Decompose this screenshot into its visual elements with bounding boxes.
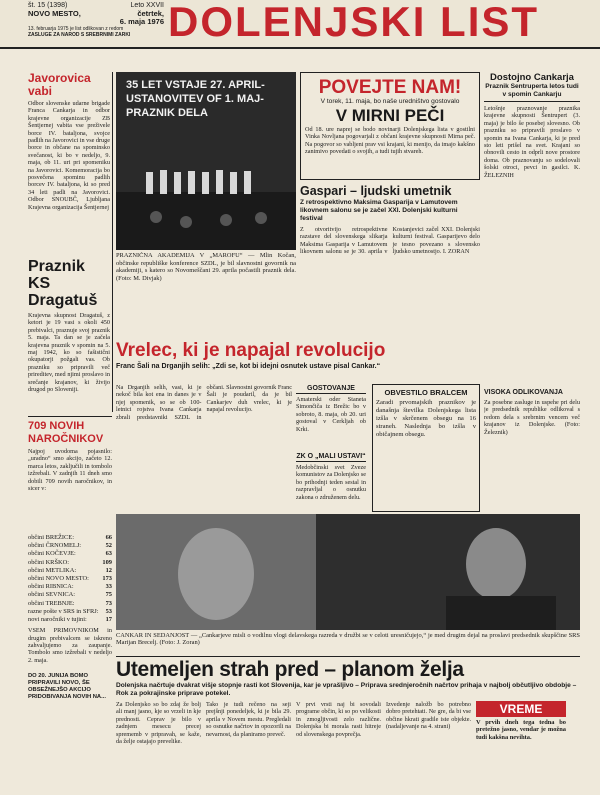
photo-banner: 35 LET VSTAJE 27. APRIL-USTANOVITEV OF 1. MAJ-PRAZNIK DELA — [126, 79, 265, 119]
narocniki-row-value: 63 — [105, 550, 112, 558]
header-rule — [0, 47, 600, 49]
narocniki-footer: DO 20. JUNIJA BOMO PRIPRAVILI NOVO, ŠE OBSEŽNEJŠO AKCIJO PRIDOBIVANJA NOVIH NA... — [28, 673, 106, 701]
utemeljen-col1: Za Dolenjsko so bo zdaj že bolj ali manj jasno, kje so vrzeli in kje prednosti. Ceprav je bilo v zadnjem mesecu precej sprememb v pripravah, se kaže, da želje ostajajo prevelike. — [116, 701, 201, 746]
narocniki-row — [28, 616, 112, 624]
cankar-subtitle: Praznik Sentruperta letos tudi v spomin Cankarju — [484, 83, 580, 102]
narocniki-list — [28, 534, 112, 624]
javorovica-text: Odbor slovenske udarne brigade Franca Cankarja in odbor krajevne organizacije ZB Šentjernej vabita vse preživele borce IV. bataljona, svojce padlih na Javorovici in vse druge borce in občane na spominsko svečanost, ki bo v nedeljo, 9. maja, ob 11. uri pri spomeniku na Javorovici. Komemoracija bo posvečena spominu padlih borcev IV. bataljona, ki so pred 34 leti padli na Javorovici. Odbor SNOUBČ, Ljubljana Krajevna organizacija Šentjernej — [28, 100, 110, 211]
vreme-box — [476, 701, 566, 781]
narocniki-row — [28, 575, 112, 583]
povejte-headline: POVEJTE NAM! — [318, 77, 462, 98]
narocniki-row-value: 53 — [105, 607, 112, 615]
ustava-title: ZK O „MALI USTAVI“ — [296, 453, 366, 460]
narocniki-row-value: 66 — [105, 534, 112, 541]
narocniki-row-label: občini NOVO MESTO: — [28, 575, 89, 583]
left-column — [28, 72, 110, 412]
gostovanje-text: Amaterski oder Staneta Simončiča iz Brežic bo v sobroto, 8. maja, ob 20. uri gostoval v Cerkljah ob Krki. — [296, 396, 366, 433]
utemeljen-col3: V prvi vrsti naj bi sovodali programe občin, ki so po velikosti in zmogljivosti zelo različne. Dolenjska bi morala rasti hitreje od slovenskega povprečja. — [296, 701, 381, 738]
section-rule — [28, 416, 112, 417]
utemeljen-col4: Izvedenje naložb bo potrebno dobro pretehtati. Ne gre, da bi vse občine hkrati gradile iste objekte. (nadaljevanje na 4. strani) — [386, 701, 471, 731]
povejte-text: Od 18. ure naprej se bodo novinarji Dolenjskega lista v gostilni Vinka Novljana pogovarjali z občani krajevne skupnosti Mirna peč. Na pogovor so vabljeni prav vsi krajani, ki menijo, da imajo kakšno zanimivo povedati o svojih, a tudi tujih stvareh. — [305, 126, 475, 156]
narocniki-row-label: razne pošte v SRS in SFRJ: — [28, 607, 99, 615]
issue-date: 6. maja 1976 — [119, 17, 164, 26]
narocniki-row-label: občini KRŠKO: — [28, 558, 70, 566]
gostovanje-title: GOSTOVANJE — [296, 384, 366, 394]
town: NOVO MESTO, — [28, 9, 81, 18]
narocniki-text: Najpoj uvodoma pojasnilo: „uradno“ smo akcijo, začeto 12. marca letos, zaključili in tombolo izžrebali. V zadnjih 11 dneh smo dobili 709 novih naročnikov, in sicer v: — [28, 448, 112, 493]
dragatus-text: Krajevna skupnost Dragatuš, z ketori je 19 vasi s okoli 450 prebivalci, praznuje svoj praznik 5. maja. Ta dan se je začela krajevna praznik v spomin na 5. maj 1942, ko so fašistični okupatorji požgali vas. Ob prazniku so pripravili več prireditev, med njimi proslavo in srečanje krajanov, ki živijo drugod po Sloveniji. — [28, 312, 110, 394]
vrelec-lead: Franc Šali na Drganjih selih: „Zdi se, kot bi idejni osnutek ustave pisal Cankar.“ — [116, 363, 381, 370]
narocniki-row — [28, 559, 112, 567]
narocniki-row-label: občini METLIKA: — [28, 566, 77, 574]
narocniki-text2: VSEM PRIMOVNIKOM in drugim prebivalcem se iskreno zahvaljujemo za zaupanje. Tombolo smo izžrebali v nedeljo 2. maja. — [28, 627, 112, 664]
narocniki-row-label: občini SEVNICA: — [28, 591, 76, 599]
dragatus-title: Praznik KS Dragatuš — [28, 258, 98, 309]
odlikovanja-title: VISOKA ODLIKOVANJA — [484, 389, 563, 396]
akademija-photo — [116, 72, 296, 250]
obvestilo-title: OBVESTILO BRALCEM — [384, 388, 468, 397]
narocniki-row — [28, 583, 112, 591]
cankar-text: Letošnje praznovanje praznika krajevne skupnosti Šentrupert (3. maja) je bilo še posebej slovesno. Ob prazniku so pripravili proslavo v spomin na Ivana Cankarja, ki je pred sto leti prišel na svet. Krajani so obnovili cesto in odprli nove prostore doma. Ob praznovanju so sodelovali šolski otroci, pevci in gasilci. K. ŽELEZNIH — [484, 105, 580, 179]
narocniki-row-label: občini BREŽICE: — [28, 534, 74, 541]
narocniki-row-label: občini KOČEVJE: — [28, 550, 76, 558]
obvestilo-text: Zaradi prvomajskih praznikov je današnja številka Dolenjskega lista izšla v skrčenem obsegu na 16 straneh. Naslednja bo izšla v običajnem obsegu. — [376, 399, 476, 438]
narocniki-row-label: novi naročniki v tujini: — [28, 616, 87, 624]
narocniki-row — [28, 608, 112, 616]
narocniki-row-value: 12 — [105, 566, 112, 574]
vrelec-headline: Vrelec, ki je napajal revolucijo — [116, 340, 386, 361]
award: ZASLUGE ZA NAROD S SREBRNIMI ZARKI — [28, 32, 131, 38]
weekday: četrtek, — [137, 9, 164, 18]
utemeljen-headline: Utemeljen strah pred – planom želja — [116, 658, 464, 681]
narocniki-row-label: občini TREBNJE: — [28, 599, 75, 607]
odlikovanja-text: Za posebne zasluge in uspehe pri delu je predsednik republike odlikoval s redom dela s srebrnim vencem več krajanov iz Dolenjske. (Foto: Železnik) — [484, 399, 580, 436]
gaspari-text: Z otvoritvijo retrospektivne razstave del slovenskega slikarja Maksima Gasparija v Lamutovem likovnem salonu se je 30. aprila v Kostanjevici začel XXI. Dolenjski kulturni festival. Gasparijevo delo je tesno povezano s slovensko ljudsko umetnostjo. I. ZORAN — [300, 226, 480, 256]
narocniki-row — [28, 550, 112, 558]
vreme-title: VREME — [476, 701, 566, 717]
utemeljen-article — [116, 658, 580, 788]
odlikovanja-article — [484, 388, 580, 514]
vrelec-text: Na Drganjih selih, vasi, ki je nekoč bila kot ena in danes je v njej spomenik, so se ob 100-letnici rojstva Ivana Cankarja zbrali predstavniki SZDL in občani. Slavnostni govornik Franc Šali je poudaril, da je bil Cankarjev duh vrelec, ki je napajal revolucijo. — [116, 384, 292, 421]
narocniki-row — [28, 534, 112, 542]
column-divider — [112, 72, 113, 412]
povejte-lead: V torek, 11. maja, bo naše uredništvo gostovalo — [320, 98, 460, 105]
gaspari-headline: Gaspari – ljudski umetnik — [300, 184, 452, 198]
narocniki-row-value: 33 — [105, 583, 112, 591]
right-column — [484, 72, 580, 384]
narocniki-row-label: občini ČRNOMELJ: — [28, 542, 82, 550]
narocniki-row-value: 109 — [102, 558, 112, 566]
narocniki-row-value: 17 — [105, 616, 112, 624]
gaspari-lead: Z retrospektivno Maksima Gasparija v Lamutovem likovnem salonu se je začel XXI. Dolenjski kulturni festival — [300, 199, 458, 222]
narocniki-row-value: 73 — [105, 599, 112, 607]
narocniki-title: 709 NOVIH NAROČNIKOV — [28, 420, 104, 445]
narocniki-row — [28, 567, 112, 575]
javorovica-title: Javorovica vabi — [28, 71, 91, 98]
akademija-caption: PRAZNIČNA AKADEMIJA V „MAROFU“ — Mlin Kočan, občinske republiške konference SZDL, je bil slavnostni govornik na akademiji, s katero so Novomeščani 29. aprila počastili praznik dela. (Foto: M. Divjak) — [116, 252, 296, 282]
utemeljen-rule — [116, 656, 580, 657]
narocniki-row — [28, 600, 112, 608]
award-note: 13. februarja 1975 je list odlikovan z redom — [28, 26, 124, 32]
masthead: DOLENJSKI LIST — [168, 0, 540, 44]
stage-figures — [116, 72, 296, 250]
year: Leto XXVII — [130, 2, 164, 9]
cankar-photo — [116, 514, 580, 630]
issue-info — [28, 2, 164, 46]
mirna-pec-headline: V MIRNI PEČI — [335, 106, 445, 125]
utemeljen-col2: Tako je tudi rečeno na seji prejšnji ponedeljek, ki je bila 29. aprila v Novem mestu. Pregledali so osnutke načrtov in opozorili na nevarnost, da planiramo preveč. — [206, 701, 291, 738]
narocniki-box — [28, 420, 112, 736]
vreme-text: V prvih dneh tega tedna bo pretežno jasno, vendar je možna tudi kakšna nevihta. — [476, 719, 566, 741]
cankar-photo-caption: CANKAR IN SEDANJOST — „Cankarjeve misli o vodilnu vlogi delavskega razreda v družbi se v celoti uresničujejo,“ je med drugim dejal na proslavi predsednik skupščine SRS Marijan Brecelj. (Foto: J. Zoran) — [116, 632, 580, 647]
cankar-photo-scene — [116, 514, 580, 630]
narocniki-row — [28, 591, 112, 599]
cankar-title: Dostojno Cankarja — [490, 72, 574, 83]
vrelec-header — [116, 340, 480, 380]
narocniki-row-value: 52 — [105, 542, 112, 550]
utemeljen-lead: Dolenjska načrtuje dvakrat višje stopnje rasti kot Slovenija, kar je vprašljivo – Priprava srednjeročnih načrtov prihaja v najbolj občutljivo obdobje – Rok za pokrajinske priprave potekel. — [116, 682, 577, 697]
ustava-text: Medobčinski svet Zveze komunistov za Dolenjsko se bo prihodnji teden sestal in razpravljal o osnutku zakona o združenem delu. — [296, 464, 366, 501]
narocniki-row-value: 173 — [102, 575, 112, 583]
narocniki-row-label: občini RIBNICA: — [28, 583, 74, 591]
issue-number: št. 15 (1398) — [28, 2, 68, 9]
obvestilo-box — [372, 384, 480, 512]
narocniki-row-value: 75 — [105, 591, 112, 599]
povejte-box — [300, 72, 480, 180]
